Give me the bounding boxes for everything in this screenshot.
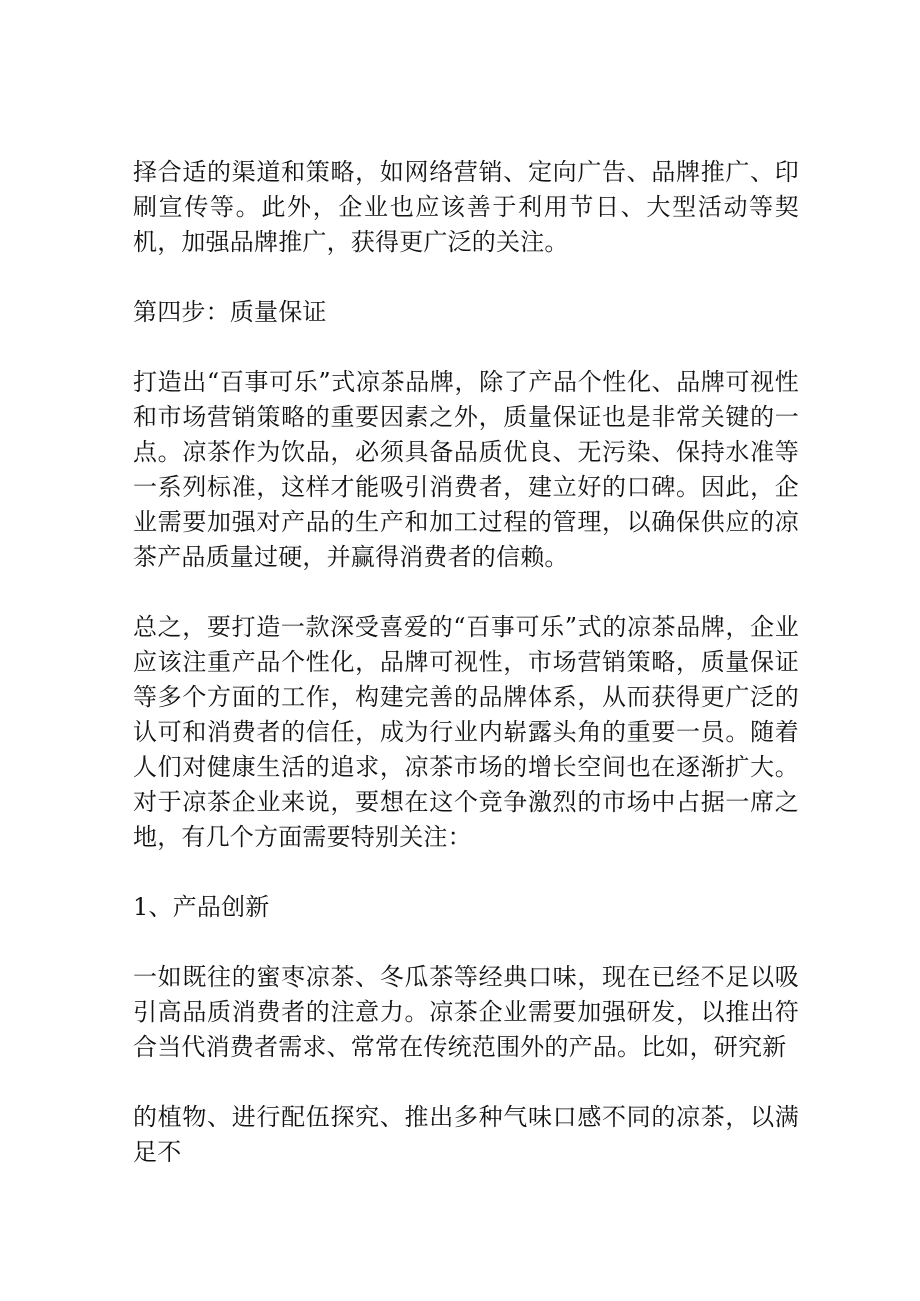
paragraph-summary: 总之，要打造一款深受喜爱的“百事可乐”式的凉茶品牌，企业应该注重产品个性化，品牌可视性，市场营销策略，质量保证等多个方面的工作，构建完善的品牌体系，从而获得更广泛的认可和消费者的信任，成为行业内崭露头角的重要一员。随着人们对健康生活的追求，凉茶市场的增长空间也在逐渐扩大。对于凉茶企业来说，要想在这个竞争激烈的市场中占据一席之地，有几个方面需要特别关注：: [133, 613, 799, 851]
document-body: [133, 155, 799, 1170]
paragraph-channels: 择合适的渠道和策略，如网络营销、定向广告、品牌推广、印刷宣传等。此外，企业也应该善于利用节日、大型活动等契机，加强品牌推广，获得更广泛的关注。: [133, 158, 799, 256]
paragraph-innovation-continued: 的植物、进行配伍探究、推出多种气味口感不同的凉茶，以满足不: [133, 1103, 799, 1166]
paragraph-innovation: 一如既往的蜜枣凉茶、冬瓜茶等经典口味，现在已经不足以吸引高品质消费者的注意力。凉茶企业需要加强研发，以推出符合当代消费者需求、常常在传统范围外的产品。比如，研究新: [133, 963, 799, 1061]
paragraph-quality: 打造出“百事可乐”式凉茶品牌，除了产品个性化、品牌可视性和市场营销策略的重要因素之外，质量保证也是非常关键的一点。凉茶作为饮品，必须具备品质优良、无污染、保持水准等一系列标准，这样才能吸引消费者，建立好的口碑。因此，企业需要加强对产品的生产和加工过程的管理，以确保供应的凉茶产品质量过硬，并赢得消费者的信赖。: [133, 368, 799, 571]
heading-step-four-quality: 第四步：质量保证: [133, 298, 327, 326]
heading-product-innovation: 1、产品创新: [133, 893, 270, 921]
